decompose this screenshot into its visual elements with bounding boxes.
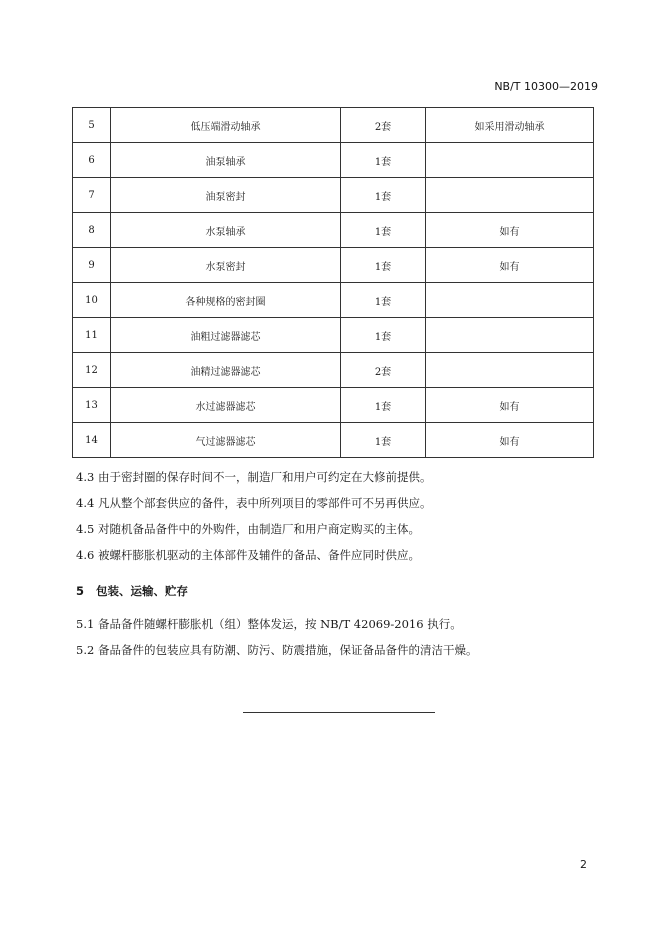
cell-note	[426, 178, 594, 213]
clause-4-5: 4.5 对随机备品备件中的外购件，由制造厂和用户商定购买的主体。	[76, 522, 420, 536]
table-row	[73, 108, 594, 143]
cell-quantity: 1套	[341, 178, 426, 213]
cell-quantity: 1套	[341, 318, 426, 353]
document-number: NB/T 10300—2019	[494, 80, 598, 93]
cell-part-name: 油泵密封	[111, 178, 341, 213]
cell-number: 11	[73, 318, 111, 353]
cell-quantity: 1套	[341, 423, 426, 458]
cell-quantity: 2套	[341, 353, 426, 388]
cell-quantity: 1套	[341, 213, 426, 248]
clause-4-3: 4.3 由于密封圈的保存时间不一，制造厂和用户可约定在大修前提供。	[76, 470, 432, 484]
clause-4-4: 4.4 凡从整个部套供应的备件，表中所列项目的零部件可不另再供应。	[76, 496, 432, 510]
table-row	[73, 178, 594, 213]
table-row	[73, 388, 594, 423]
table-row	[73, 248, 594, 283]
cell-number: 13	[73, 388, 111, 423]
cell-part-name: 油泵轴承	[111, 143, 341, 178]
cell-note	[426, 283, 594, 318]
spare-parts-table	[72, 107, 594, 458]
cell-part-name: 水泵密封	[111, 248, 341, 283]
cell-note	[426, 318, 594, 353]
cell-number: 5	[73, 108, 111, 143]
spare-parts-table-body	[73, 108, 594, 458]
cell-note: 如有	[426, 248, 594, 283]
cell-part-name: 油粗过滤器滤芯	[111, 318, 341, 353]
cell-number: 8	[73, 213, 111, 248]
cell-number: 14	[73, 423, 111, 458]
cell-number: 10	[73, 283, 111, 318]
table-row	[73, 283, 594, 318]
page-number: 2	[580, 858, 587, 871]
cell-quantity: 1套	[341, 143, 426, 178]
cell-part-name: 油精过滤器滤芯	[111, 353, 341, 388]
cell-number: 12	[73, 353, 111, 388]
cell-note: 如有	[426, 213, 594, 248]
cell-number: 6	[73, 143, 111, 178]
cell-part-name: 水泵轴承	[111, 213, 341, 248]
cell-part-name: 各种规格的密封圈	[111, 283, 341, 318]
table-row	[73, 143, 594, 178]
section-5-number: 5	[76, 584, 85, 598]
table-row	[73, 423, 594, 458]
cell-note: 如采用滑动轴承	[426, 108, 594, 143]
cell-part-name: 水过滤器滤芯	[111, 388, 341, 423]
section-5-title: 包装、运输、贮存	[96, 584, 189, 598]
end-of-document-rule	[243, 712, 435, 713]
clause-5-2: 5.2 备品备件的包装应具有防潮、防污、防震措施，保证备品备件的清洁干燥。	[76, 643, 478, 657]
clause-5-1: 5.1 备品备件随螺杆膨胀机（组）整体发运，按 NB/T 42069-2016 执行。	[76, 617, 462, 631]
table-row	[73, 318, 594, 353]
cell-note	[426, 353, 594, 388]
cell-note: 如有	[426, 423, 594, 458]
cell-quantity: 1套	[341, 248, 426, 283]
cell-quantity: 1套	[341, 388, 426, 423]
cell-part-name: 低压端滑动轴承	[111, 108, 341, 143]
cell-number: 7	[73, 178, 111, 213]
cell-number: 9	[73, 248, 111, 283]
cell-quantity: 2套	[341, 108, 426, 143]
table-row	[73, 213, 594, 248]
cell-note: 如有	[426, 388, 594, 423]
cell-part-name: 气过滤器滤芯	[111, 423, 341, 458]
cell-quantity: 1套	[341, 283, 426, 318]
table-row	[73, 353, 594, 388]
clause-4-6: 4.6 被螺杆膨胀机驱动的主体部件及辅件的备品、备件应同时供应。	[76, 548, 420, 562]
section-5-heading	[76, 583, 188, 599]
cell-note	[426, 143, 594, 178]
